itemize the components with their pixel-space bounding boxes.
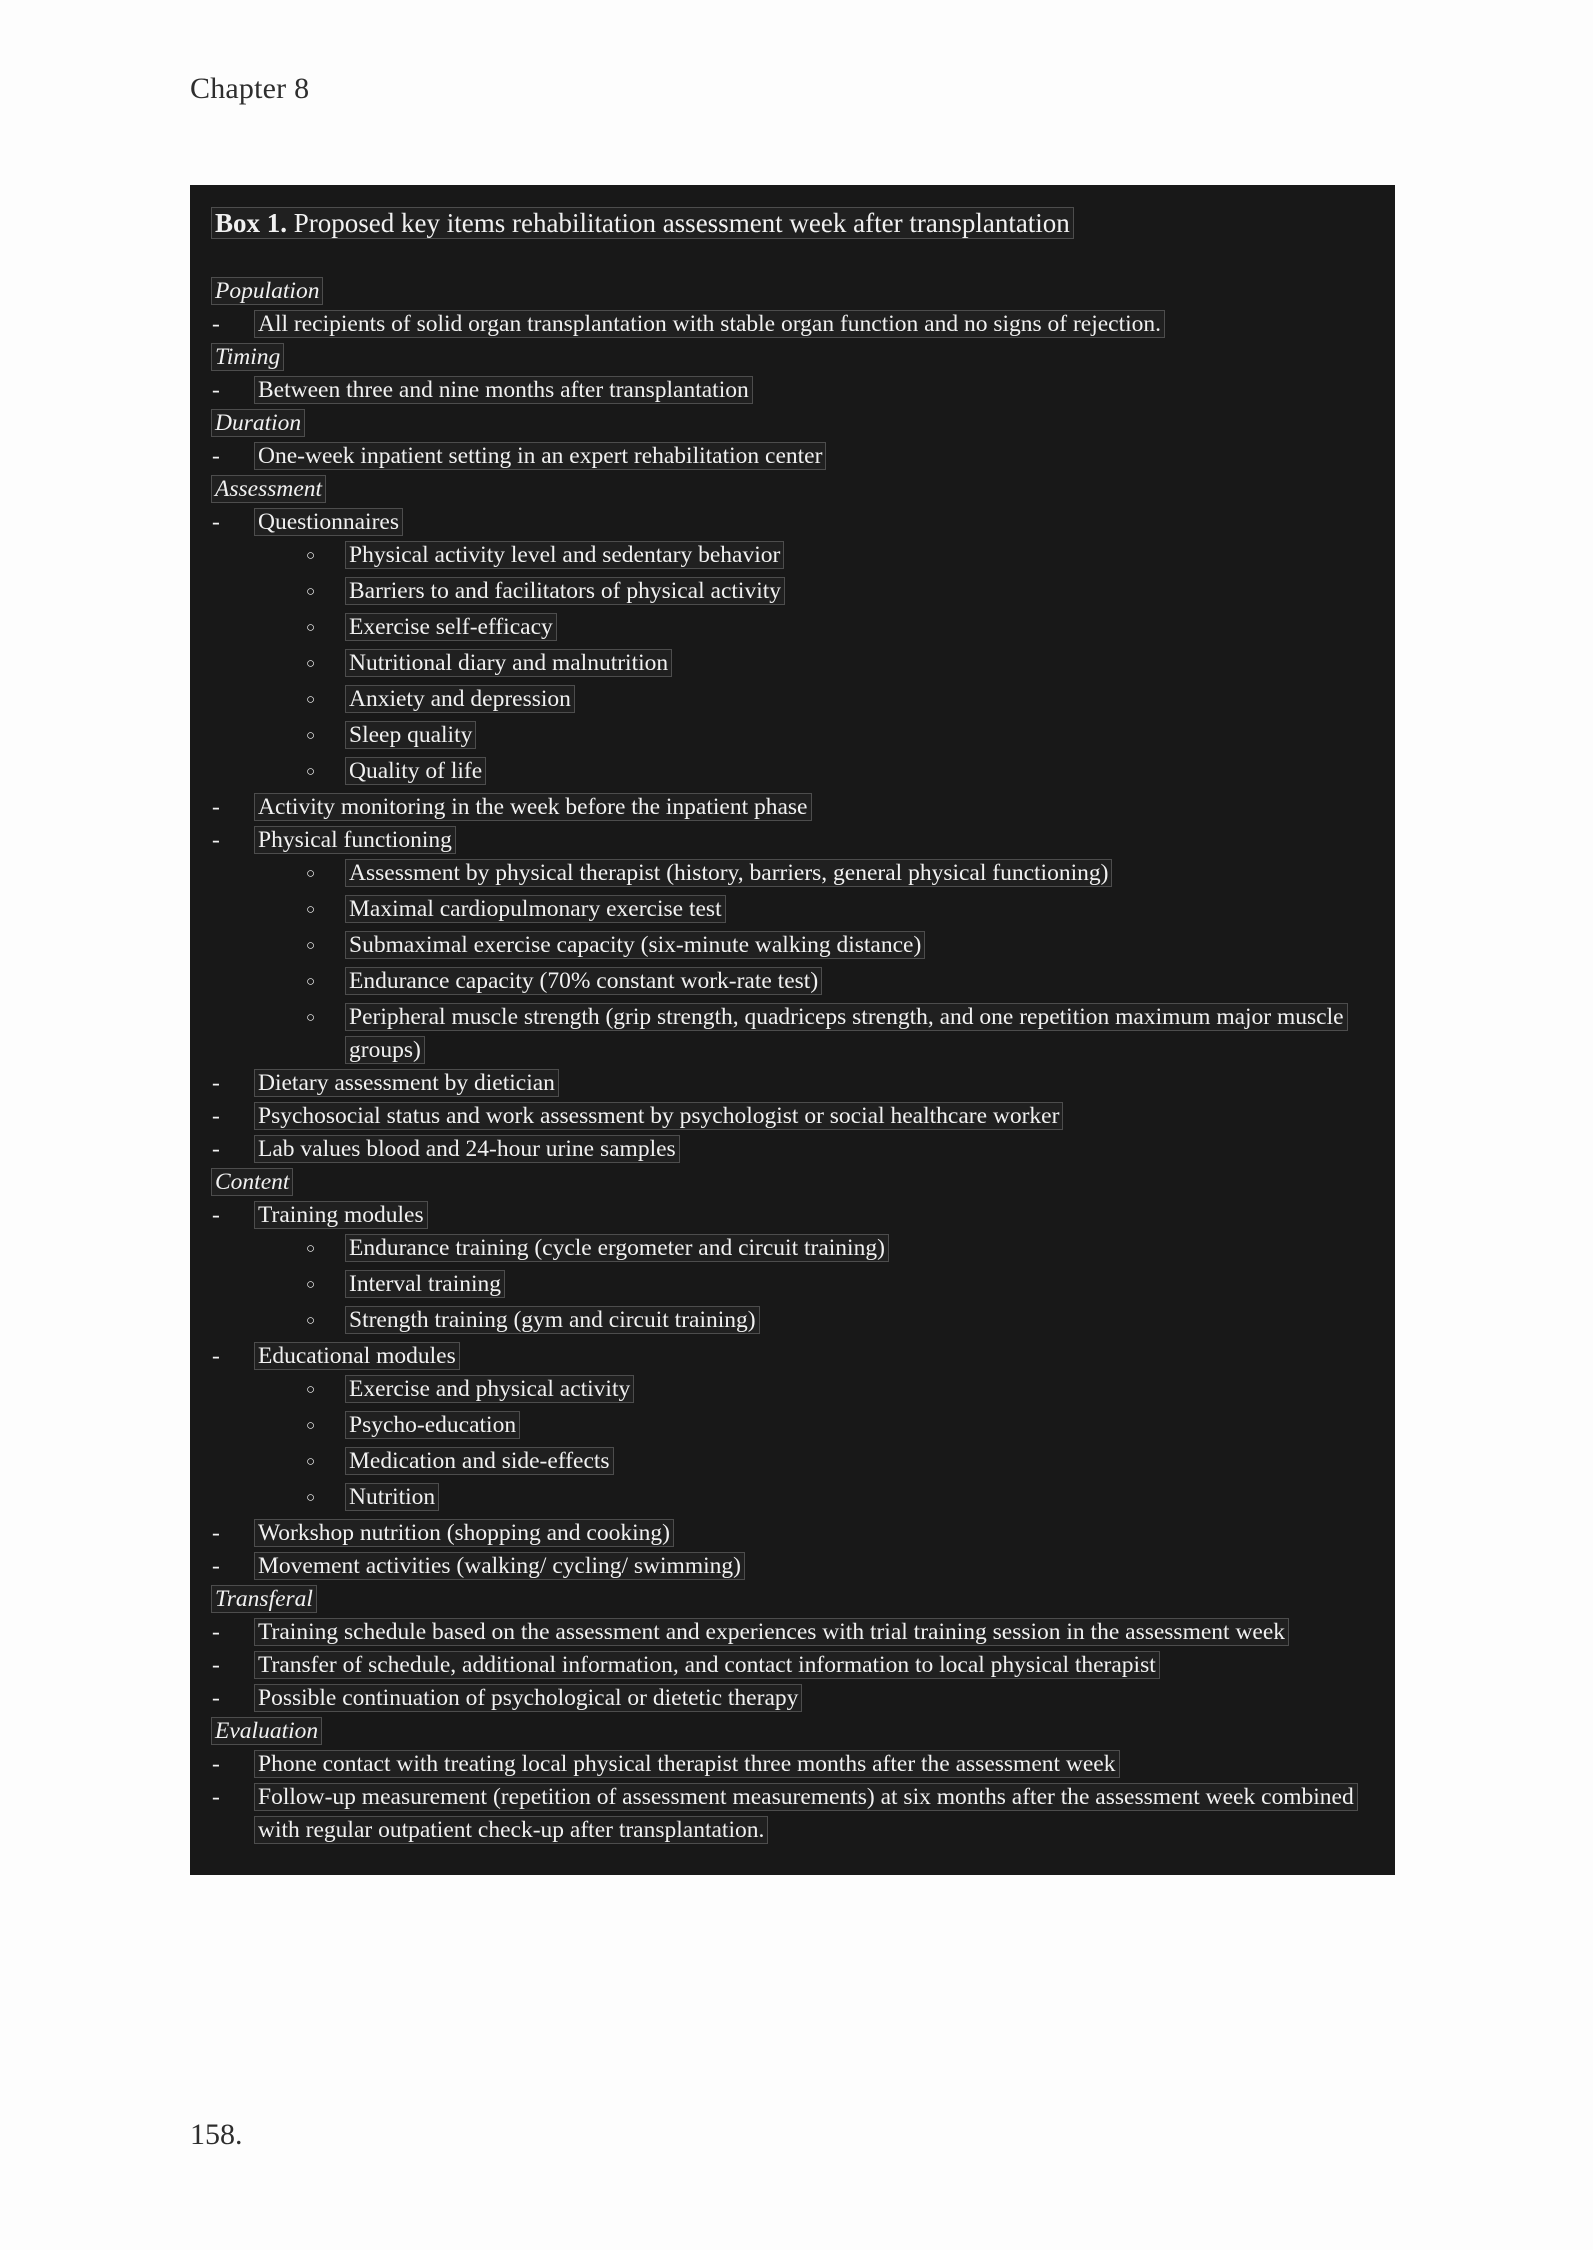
sub-list-item-text-run: Maximal cardiopulmonary exercise test	[346, 896, 725, 922]
dash-marker: -	[212, 1685, 220, 1711]
sub-list-item-text	[346, 1409, 1369, 1442]
list-item-text-run: Between three and nine months after transplantation	[255, 377, 752, 403]
dash-marker: -	[212, 1202, 220, 1228]
circle-marker	[306, 1409, 346, 1445]
list-item-text	[255, 374, 1369, 407]
sub-list-item	[210, 1373, 1369, 1409]
list-item	[210, 1133, 1369, 1166]
circle-marker-glyph: ○	[306, 728, 316, 744]
dash-marker: -	[212, 509, 220, 535]
circle-marker-glyph: ○	[306, 764, 316, 780]
section-heading-text: Content	[212, 1169, 292, 1195]
circle-marker	[306, 1304, 346, 1340]
sub-list-item-text-run: Nutrition	[346, 1484, 438, 1510]
sub-list-item	[210, 611, 1369, 647]
sub-list-item	[210, 1001, 1369, 1067]
sub-list-item-text	[346, 719, 1369, 752]
circle-marker-glyph: ○	[306, 902, 316, 918]
circle-marker-glyph: ○	[306, 548, 316, 564]
list-item-text	[255, 1682, 1369, 1715]
list-item-text	[255, 440, 1369, 473]
sub-list-item	[210, 575, 1369, 611]
dash-marker: -	[212, 1619, 220, 1645]
list-item-text	[255, 1517, 1369, 1550]
list-item	[210, 1100, 1369, 1133]
list-item	[210, 1682, 1369, 1715]
sub-list-item-text-run: Endurance training (cycle ergometer and circuit training)	[346, 1235, 888, 1261]
list-item-text-run: Possible continuation of psychological or dietetic therapy	[255, 1685, 801, 1711]
sub-list-item-text	[346, 539, 1369, 572]
circle-marker-glyph: ○	[306, 656, 316, 672]
sub-list-item	[210, 755, 1369, 791]
sub-list-item-text	[346, 755, 1369, 788]
sub-list-item-text-run: Physical activity level and sedentary behavior	[346, 542, 783, 568]
sub-list-item-text	[346, 647, 1369, 680]
circle-marker	[306, 1445, 346, 1481]
circle-marker-glyph: ○	[306, 692, 316, 708]
sub-list-item-text-run: Quality of life	[346, 758, 485, 784]
sub-list-item-text-run: Barriers to and facilitators of physical activity	[346, 578, 784, 604]
box-title-label: Box 1.	[215, 208, 288, 238]
box-title	[210, 205, 1369, 241]
list-item-text	[255, 1199, 1369, 1232]
sub-list-item-text-run: Strength training (gym and circuit training)	[346, 1307, 759, 1333]
list-item-text	[255, 1550, 1369, 1583]
sub-list-item-text-run: Sleep quality	[346, 722, 475, 748]
sub-list-item-text	[346, 1481, 1369, 1514]
sub-list-item	[210, 857, 1369, 893]
sub-list-item	[210, 1232, 1369, 1268]
circle-marker	[306, 539, 346, 575]
list-item	[210, 1199, 1369, 1232]
sub-list-item	[210, 1304, 1369, 1340]
circle-marker-glyph: ○	[306, 1490, 316, 1506]
list-item-text-run: All recipients of solid organ transplantation with stable organ function and no signs of rejection.	[255, 311, 1164, 337]
dash-marker: -	[212, 377, 220, 403]
box-title-text: Proposed key items rehabilitation assessment week after transplantation	[287, 208, 1070, 238]
sub-list-item-text-run: Interval training	[346, 1271, 504, 1297]
dash-marker: -	[212, 1136, 220, 1162]
list-item-text	[255, 824, 1369, 857]
circle-marker-glyph: ○	[306, 938, 316, 954]
circle-marker-glyph: ○	[306, 1010, 316, 1026]
list-item-text-run: Dietary assessment by dietician	[255, 1070, 558, 1096]
dash-marker: -	[212, 827, 220, 853]
circle-marker	[306, 1481, 346, 1517]
section-heading-text: Population	[212, 278, 322, 304]
list-item-text-run: Workshop nutrition (shopping and cooking)	[255, 1520, 673, 1546]
sub-list-item-text	[346, 1001, 1369, 1067]
sub-list-item-text-run: Peripheral muscle strength (grip strength, quadriceps strength, and one repetition maximum major muscle groups)	[346, 1004, 1347, 1063]
sub-list-item-text-run: Exercise self-efficacy	[346, 614, 556, 640]
section-heading	[210, 407, 1369, 440]
circle-marker	[306, 857, 346, 893]
circle-marker	[306, 719, 346, 755]
sub-list-item	[210, 1445, 1369, 1481]
sub-list-item	[210, 719, 1369, 755]
list-item-text-run: Training modules	[255, 1202, 427, 1228]
list-item	[210, 791, 1369, 824]
section-heading	[210, 473, 1369, 506]
chapter-heading: Chapter 8	[190, 72, 310, 105]
sub-list-item-text-run: Psycho-education	[346, 1412, 519, 1438]
sub-list-item	[210, 539, 1369, 575]
section-heading-text: Transferal	[212, 1586, 316, 1612]
section-heading-text: Timing	[212, 344, 283, 370]
dash-marker: -	[212, 1070, 220, 1096]
sub-list-item	[210, 929, 1369, 965]
sub-list-item-text-run: Submaximal exercise capacity (six-minute walking distance)	[346, 932, 924, 958]
circle-marker	[306, 755, 346, 791]
list-item-text	[255, 1133, 1369, 1166]
list-item	[210, 1550, 1369, 1583]
sub-list-item	[210, 965, 1369, 1001]
box-1	[190, 185, 1395, 1875]
sub-list-item-text-run: Medication and side-effects	[346, 1448, 613, 1474]
circle-marker-glyph: ○	[306, 1418, 316, 1434]
list-item	[210, 1781, 1369, 1847]
circle-marker	[306, 1268, 346, 1304]
circle-marker	[306, 965, 346, 1001]
list-item-text-run: Psychosocial status and work assessment by psychologist or social healthcare worker	[255, 1103, 1062, 1129]
sub-list-item-text	[346, 1373, 1369, 1406]
list-item-text	[255, 506, 1369, 539]
sub-list-item	[210, 647, 1369, 683]
list-item-text-run: Phone contact with treating local physical therapist three months after the assessment week	[255, 1751, 1119, 1777]
circle-marker	[306, 1373, 346, 1409]
circle-marker-glyph: ○	[306, 974, 316, 990]
list-item-text	[255, 308, 1369, 341]
list-item	[210, 374, 1369, 407]
list-item-text	[255, 1748, 1369, 1781]
sub-list-item-text	[346, 893, 1369, 926]
list-item-text-run: Follow-up measurement (repetition of assessment measurements) at six months after the assessment week combined with regular outpatient check-up after transplantation.	[255, 1784, 1357, 1843]
section-heading-text: Assessment	[212, 476, 325, 502]
sub-list-item-text	[346, 1304, 1369, 1337]
list-item	[210, 1067, 1369, 1100]
sub-list-item-text	[346, 575, 1369, 608]
section-heading	[210, 1715, 1369, 1748]
sub-list-item-text	[346, 611, 1369, 644]
list-item-text	[255, 1616, 1369, 1649]
dash-marker: -	[212, 1553, 220, 1579]
circle-marker-glyph: ○	[306, 1454, 316, 1470]
list-item-text-run: Training schedule based on the assessment and experiences with trial training session in the assessment week	[255, 1619, 1288, 1645]
sub-list-item-text-run: Anxiety and depression	[346, 686, 574, 712]
page-number: 158.	[190, 2118, 243, 2151]
list-item	[210, 440, 1369, 473]
dash-marker: -	[212, 1652, 220, 1678]
section-heading	[210, 341, 1369, 374]
sub-list-item-text	[346, 857, 1369, 890]
list-item	[210, 1517, 1369, 1550]
sub-list-item	[210, 893, 1369, 929]
list-item-text-run: Transfer of schedule, additional information, and contact information to local physical therapist	[255, 1652, 1159, 1678]
list-item	[210, 1616, 1369, 1649]
list-item	[210, 1340, 1369, 1373]
dash-marker: -	[212, 1784, 220, 1810]
list-item-text	[255, 1067, 1369, 1100]
list-item-text-run: Movement activities (walking/ cycling/ swimming)	[255, 1553, 744, 1579]
list-item-text-run: Activity monitoring in the week before the inpatient phase	[255, 794, 811, 820]
dash-marker: -	[212, 1520, 220, 1546]
list-item-text	[255, 1781, 1369, 1847]
list-item-text-run: Lab values blood and 24-hour urine samples	[255, 1136, 679, 1162]
list-item-text	[255, 791, 1369, 824]
dash-marker: -	[212, 1343, 220, 1369]
list-item-text-run: Educational modules	[255, 1343, 459, 1369]
circle-marker	[306, 611, 346, 647]
dash-marker: -	[212, 443, 220, 469]
sub-list-item-text	[346, 1445, 1369, 1478]
list-item	[210, 1649, 1369, 1682]
sub-list-item-text	[346, 1268, 1369, 1301]
dash-marker: -	[212, 794, 220, 820]
circle-marker	[306, 1232, 346, 1268]
dash-marker: -	[212, 1751, 220, 1777]
circle-marker	[306, 575, 346, 611]
sub-list-item	[210, 683, 1369, 719]
circle-marker-glyph: ○	[306, 1313, 316, 1329]
sub-list-item	[210, 1409, 1369, 1445]
list-item	[210, 308, 1369, 341]
sub-list-item-text	[346, 683, 1369, 716]
circle-marker	[306, 647, 346, 683]
list-item	[210, 506, 1369, 539]
dash-marker: -	[212, 311, 220, 337]
circle-marker	[306, 929, 346, 965]
sub-list-item-text	[346, 965, 1369, 998]
circle-marker	[306, 893, 346, 929]
list-item-text	[255, 1100, 1369, 1133]
section-heading	[210, 1583, 1369, 1616]
sub-list-item-text-run: Nutritional diary and malnutrition	[346, 650, 671, 676]
sub-list-item-text	[346, 1232, 1369, 1265]
list-item-text-run: One-week inpatient setting in an expert rehabilitation center	[255, 443, 825, 469]
circle-marker-glyph: ○	[306, 1382, 316, 1398]
dash-marker: -	[212, 1103, 220, 1129]
circle-marker-glyph: ○	[306, 1277, 316, 1293]
section-heading	[210, 1166, 1369, 1199]
sub-list-item-text-run: Assessment by physical therapist (history, barriers, general physical functioning)	[346, 860, 1111, 886]
sub-list-item	[210, 1481, 1369, 1517]
list-item-text	[255, 1649, 1369, 1682]
list-item-text-run: Questionnaires	[255, 509, 402, 535]
sub-list-item	[210, 1268, 1369, 1304]
circle-marker	[306, 683, 346, 719]
section-heading-text: Duration	[212, 410, 304, 436]
circle-marker-glyph: ○	[306, 1241, 316, 1257]
circle-marker-glyph: ○	[306, 620, 316, 636]
list-item-text-run: Physical functioning	[255, 827, 455, 853]
sub-list-item-text-run: Exercise and physical activity	[346, 1376, 633, 1402]
box-content	[210, 275, 1369, 1847]
section-heading-text: Evaluation	[212, 1718, 321, 1744]
sub-list-item-text	[346, 929, 1369, 962]
section-heading	[210, 275, 1369, 308]
sub-list-item-text-run: Endurance capacity (70% constant work-rate test)	[346, 968, 821, 994]
list-item	[210, 1748, 1369, 1781]
list-item-text	[255, 1340, 1369, 1373]
circle-marker-glyph: ○	[306, 584, 316, 600]
list-item	[210, 824, 1369, 857]
circle-marker	[306, 1001, 346, 1037]
circle-marker-glyph: ○	[306, 866, 316, 882]
